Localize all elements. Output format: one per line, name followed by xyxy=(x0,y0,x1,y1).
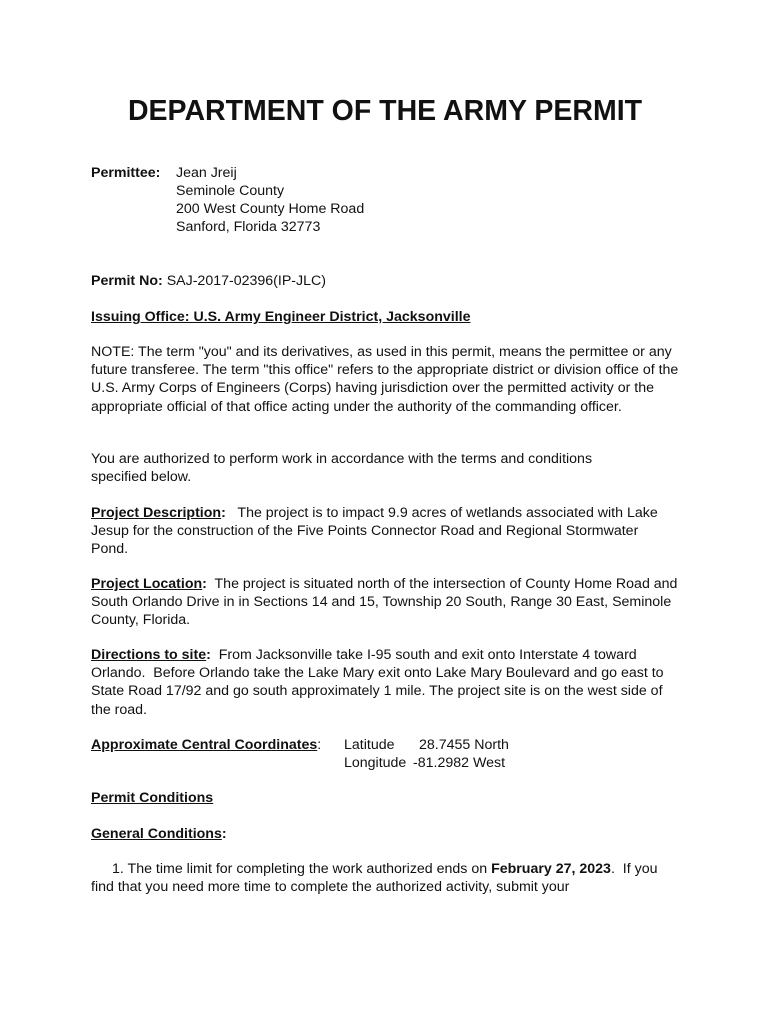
latitude-value: 28.7455 North xyxy=(419,737,509,753)
permit-number-label: Permit No: xyxy=(91,273,163,289)
issuing-office: Issuing Office: U.S. Army Engineer District, Jacksonville xyxy=(91,309,471,325)
latitude-label: Latitude xyxy=(344,737,395,753)
permit-conditions-heading: Permit Conditions xyxy=(91,790,214,806)
note-paragraph: NOTE: The term "you" and its derivatives, as used in this permit, means the permittee or any future transferee. The term "this office" refers to the appropriate district or division office of the U.S. Army Corps of Engineers (Corps) having jurisdiction over the permitted activity or the appropriate official of that office acting under the authority of the commanding officer. xyxy=(91,344,679,415)
directions-label: Directions to site xyxy=(91,647,207,663)
project-location-label: Project Location xyxy=(91,576,203,592)
directions-to-site: Directions to site: From Jacksonville take I-95 south and exit onto Interstate 4 toward Orlando. Before Orlando take the Lake Mary exit onto Lake Mary Boulevard and go east to State Road 17/92 and go south approximately 1 mile. The project site is on the west side of the road. xyxy=(91,647,668,718)
page-title: DEPARTMENT OF THE ARMY PERMIT xyxy=(127,95,643,127)
project-description-text: The project is to impact 9.9 acres of wetlands associated with Lake Jesup for the construction of the Five Points Connector Road and Regional Stormwater Pond. xyxy=(91,505,662,558)
directions-text: From Jacksonville take I-95 south and exit onto Interstate 4 toward Orlando. Before Orlando take the Lake Mary exit onto Lake Mary Boulevard and go east to State Road 17/92 and go south approximately 1 mile. The project site is on the west side of the road. xyxy=(91,647,668,718)
permittee-name: Jean Jreij xyxy=(176,165,237,181)
general-conditions-heading: General Conditions: xyxy=(91,826,227,842)
project-description-label: Project Description xyxy=(91,505,222,521)
condition-number: 1. xyxy=(112,861,124,877)
project-location: Project Location: The project is situated north of the intersection of County Home Road and South Orlando Drive in in Sections 14 and 15, Township 20 South, Range 30 East, Seminole County, Florida. xyxy=(91,576,682,629)
longitude-value: -81.2982 West xyxy=(413,755,506,771)
coordinates-label: Approximate Central Coordinates: xyxy=(91,737,322,753)
permittee-label: Permittee: xyxy=(91,165,161,181)
condition-deadline-date: February 27, 2023 xyxy=(491,861,611,877)
permittee-address-line: 200 West County Home Road xyxy=(176,201,365,217)
authorization-paragraph: You are authorized to perform work in accordance with the terms and conditions specified below. xyxy=(91,451,593,486)
permit-number-value: SAJ-2017-02396(IP-JLC) xyxy=(166,273,326,289)
permittee-address-line: Sanford, Florida 32773 xyxy=(176,219,321,235)
project-description: Project Description: The project is to impact 9.9 acres of wetlands associated with Lake Jesup for the construction of the Five Points Connector Road and Regional Stormwater Pond. xyxy=(91,505,662,558)
longitude-label: Longitude xyxy=(344,755,407,771)
project-location-text: The project is situated north of the intersection of County Home Road and South Orlando Drive in in Sections 14 and 15, Township 20 South, Range 30 East, Seminole County, Florida. xyxy=(91,576,682,629)
permit-number xyxy=(91,272,326,290)
permittee-address-line: Seminole County xyxy=(176,183,285,199)
condition-item: 1. The time limit for completing the work authorized ends on February 27, 2023. If you find that you need more time to complete the authorized activity, submit your xyxy=(91,861,662,896)
